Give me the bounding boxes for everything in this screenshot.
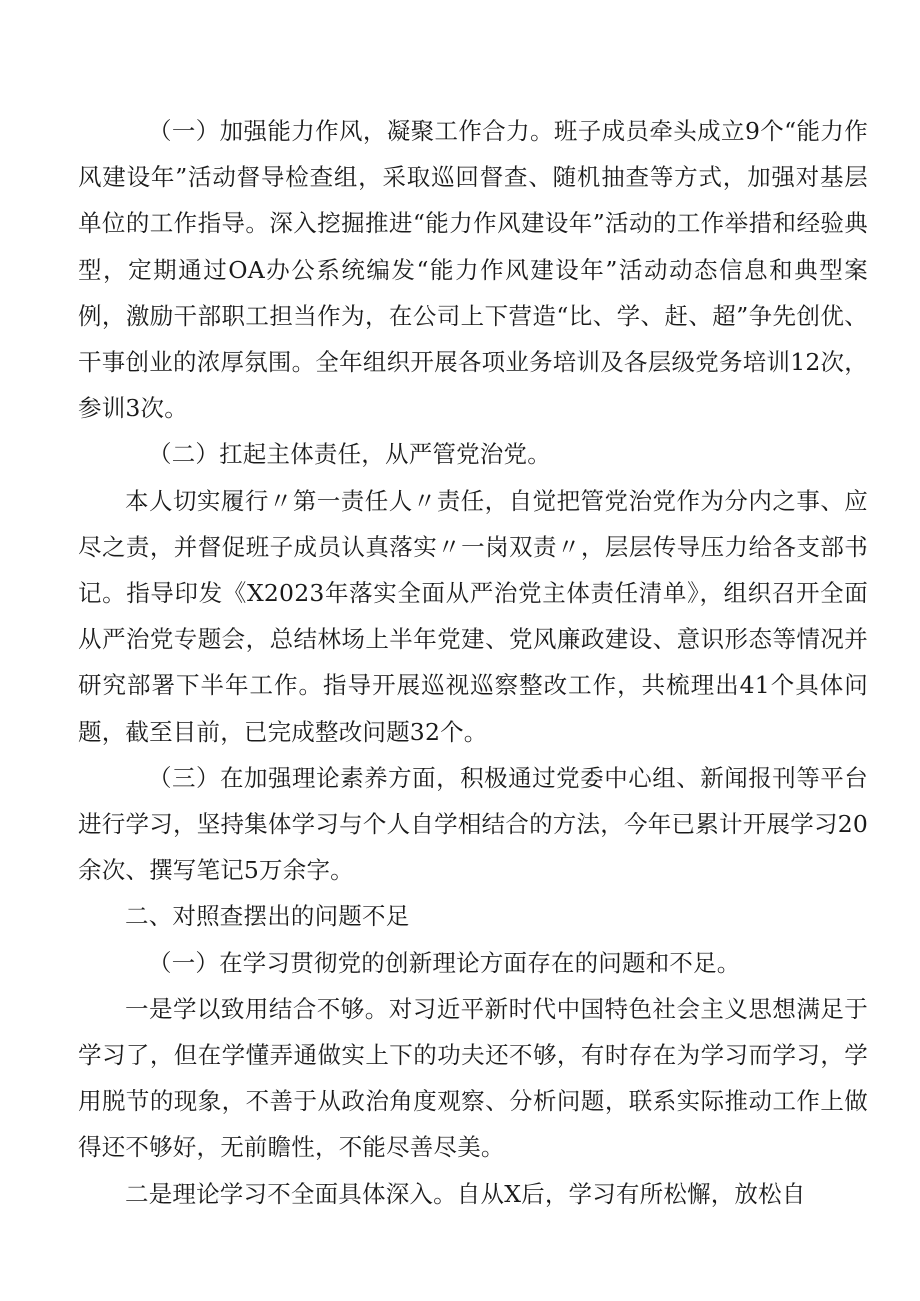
paragraph-point-one: 一是学以致用结合不够。对习近平新时代中国特色社会主义思想满足于学习了，但在学懂弄通做实上下的功夫还不够，有时存在为学习而学习，学用脱节的现象，不善于从政治角度观察、分析问题，联系实际推动工作上做得还不够好，无前瞻性，不能尽善尽美。 [78, 994, 868, 1162]
paragraph-theory-study: （三）在加强理论素养方面，积极通过党委中心组、新闻报刊等平台进行学习，坚持集体学习与个人自学相结合的方法，今年已累计开展学习20余次、撰写笔记5万余字。 [78, 763, 868, 885]
paragraph-main-responsibility-heading: （二）扛起主体责任，从严管党治党。 [148, 440, 551, 469]
section-heading-problems: 二、对照查摆出的问题不足 [125, 902, 410, 931]
document-body [78, 108, 868, 1217]
paragraph-point-two: 二是理论学习不全面具体深入。自从X后，学习有所松懈，放松自 [125, 1179, 806, 1208]
paragraph-ability-style: （一）加强能力作风，凝聚工作合力。班子成员牵头成立9个“能力作风建设年”活动督导检查组，采取巡回督查、随机抽查等方式，加强对基层单位的工作指导。深入挖掘推进“能力作风建设年”活动的工作举措和经验典型，定期通过OA办公系统编发“能力作风建设年”活动动态信息和典型案例，激励干部职工担当作为，在公司上下营造“比、学、赶、超”争先创优、干事创业的浓厚氛围。全年组织开展各项业务培训及各层级党务培训12次，参训3次。 [78, 117, 868, 423]
subheading-innovation-theory: （一）在学习贯彻党的创新理论方面存在的问题和不足。 [148, 948, 741, 977]
paragraph-first-responsible-person: 本人切实履行〃第一责任人〃责任，自觉把管党治党作为分内之事、应尽之责，并督促班子成员认真落实〃一岗双责〃，层层传导压力给各支部书记。指导印发《X2023年落实全面从严治党主体责任清单》，组织召开全面从严治党专题会，总结林场上半年党建、党风廉政建设、意识形态等情况并研究部署下半年工作。指导开展巡视巡察整改工作，共梳理出41个具体问题，截至目前，已完成整改问题32个。 [78, 486, 868, 746]
